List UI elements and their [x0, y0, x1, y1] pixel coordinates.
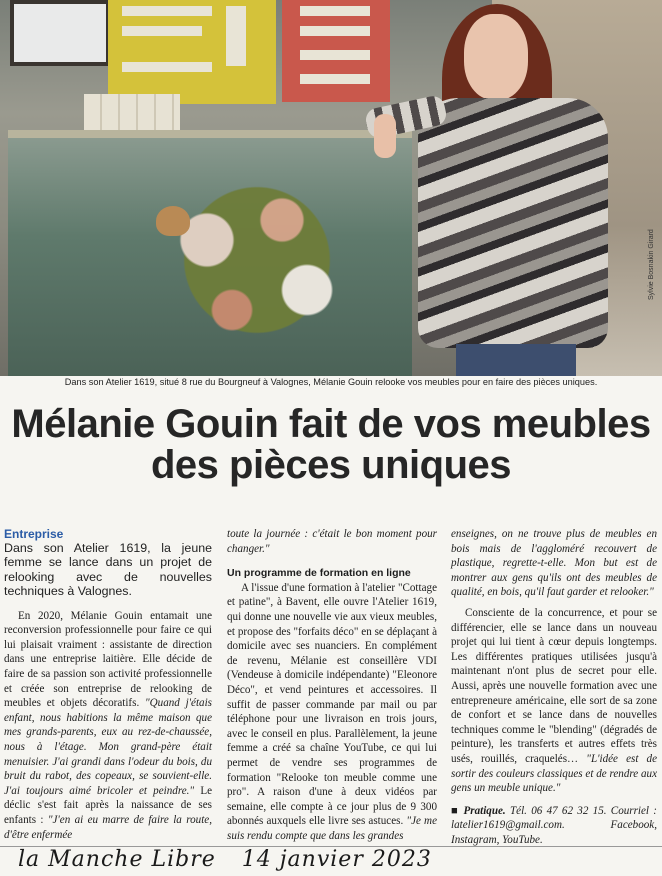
contact-info: ■ Pratique. Tél. 06 47 62 32 15. Courriel : latelier1619@gmail.com. Facebook, Instagram, YouTube. [451, 804, 657, 846]
paragraph: toute la journée : c'était le bon moment pour changer." [227, 528, 437, 555]
column-1 [4, 527, 212, 842]
handwritten-date: 14 janvier 2023 [241, 847, 432, 872]
photo-credit: Sylvie Bosnakin Girard [648, 229, 655, 300]
column-3 [451, 527, 657, 847]
column-2 [227, 527, 437, 843]
paragraph: enseignes, on ne trouve plus de meubles en bois mais de l'aggloméré recouvert de plastique, regrette-t-elle. Mon but est de montrer aux gens qu'ils ont des meubles de qualité, en bois, qu'il faut garder et relooker." [451, 528, 657, 599]
rubric: Entreprise [4, 527, 64, 541]
shelf-red [282, 0, 390, 102]
floral-decor [132, 160, 382, 360]
subheading: Un programme de formation en ligne [227, 567, 411, 580]
photo-caption: Dans son Atelier 1619, situé 8 rue du Bourgneuf à Valognes, Mélanie Gouin relooke vos meubles pour en faire des pièces uniques. [64, 377, 598, 387]
article-photo [0, 0, 662, 376]
headline [0, 404, 662, 486]
person-melanie [398, 0, 630, 376]
paragraph: En 2020, Mélanie Gouin entamait une reconversion professionnelle pour faire ce qui lui plaisait vraiment : assistante de direction dans une entreprise laitière. Elle décide de faire de sa passion son activité professionnelle et créée son entreprise de relooking de meubles et objets décoratifs. "Quand j'étais enfant, nous habitions la même maison que mes grands-parents, eux au rez-de-chaussée, nous à l'étage. Mon grand-père était menuisier. J'ai grandi dans l'odeur du bois, du bruit du rabot, des copeaux, se souvient-elle. J'ai toujours aimé bricoler et peindre." Le déclic s'est fait après la naissance de ses enfants : "J'en ai eu marre de faire la route, d'être enfermée [4, 609, 213, 841]
chapo: Dans son Atelier 1619, la jeune femme se lance dans un projet de relooking avec de nouvelles techniques à Valognes. [4, 541, 212, 599]
handwritten-newspaper: la Manche Libre [18, 847, 216, 872]
shelf-yellow [108, 0, 276, 104]
headline-line-2: des pièces uniques [150, 443, 512, 487]
headline-line-1: Mélanie Gouin fait de vos meubles [11, 402, 651, 446]
paragraph: A l'issue d'une formation à l'atelier "Cottage et patine", à Bavent, elle ouvre l'Atelier 1619, qui donne une nouvelle vie aux vieux meubles, et propose des "forfaits déco" en se déplaçant à domicile avec ses nuanciers. En complément de revenu, Mélanie est conseillère VDI (Vendeuse à domicile indépendante) "Eleonore Déco", et vend peintures et accessoires. Il suffit de passer commande par mail ou par téléphone pour une livraison en trois jours, avec le conseil en plus. Parallèlement, la jeune femme a créé sa chaîne YouTube, ce qui lui permet de vendre ses programmes de formation "Relooke ton meuble comme une pro". A raison d'une à deux vidéos par semaine, elle compte à ce jour plus de 9 300 abonnés auxquels elle livre ses astuces. "Je me suis rendu compte que dans les grandes [227, 581, 437, 842]
handwritten-source [18, 847, 450, 872]
window [10, 0, 110, 66]
stacked-boxes [84, 94, 180, 130]
wooden-tag [156, 206, 190, 236]
paragraph: Consciente de la concurrence, et pour se différencier, elle se lance dans un nouveau projet qui lui tient à cœur depuis longtemps. Les différentes pratiques utilisées jusqu'à maintenant n'ont plus de secret pour elle. Aussi, après une nouvelle formation avec une entrepreneure américaine, elle sort de sa zone de confort et se lance dans de nouvelles techniques comme le "blending" (dégradés de peinture), les transferts et autres effets très usés, rouillés, craquelés… "L'idée est de sortir des couleurs classiques et de rendre aux gens un meuble unique." [451, 606, 657, 795]
